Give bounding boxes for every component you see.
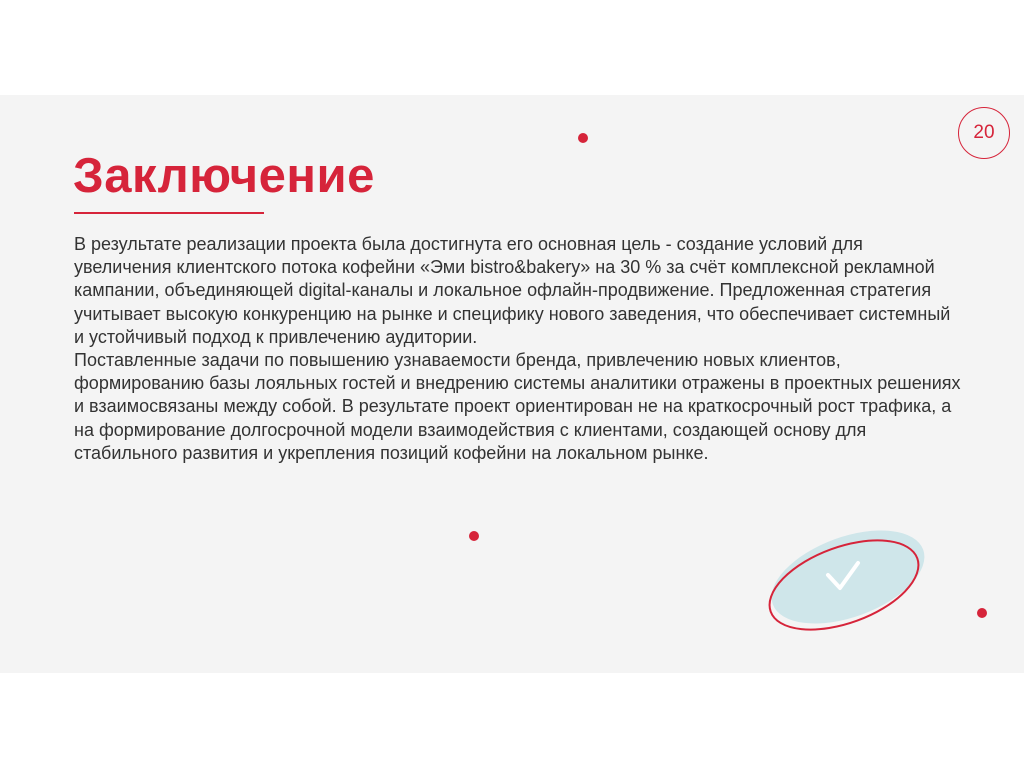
page-title: Заключение bbox=[73, 149, 375, 203]
page-number: 20 bbox=[973, 122, 995, 143]
decorative-dot bbox=[469, 531, 479, 541]
title-underline bbox=[74, 212, 264, 214]
decorative-dot bbox=[977, 608, 987, 618]
paragraph: В результате реализации проекта была достигнута его основная цель - создание условий для увеличения клиентского потока кофейни «Эми bistro&bakery» на 30 % за счёт комплексной рекламной кампании, объединяющей digital-каналы и локальное офлайн-продвижение. Предложенная стратегия учитывает высокую конкуренцию на рынке и специфику нового заведения, что обеспечивает системный и устойчивый подход к привлечению аудитории. bbox=[74, 234, 951, 347]
conclusion-text bbox=[74, 233, 964, 465]
paragraph: Поставленные задачи по повышению узнаваемости бренда, привлечению новых клиентов, формированию базы лояльных гостей и внедрению системы аналитики отражены в проектных решениях и взаимосвязаны между собой. В результате проект ориентирован не на краткосрочный рост трафика, а на формирование долгосрочной модели взаимодействия с клиентами, создающей основу для стабильного развития и укрепления позиций кофейни на локальном рынке. bbox=[74, 350, 961, 463]
page-number-badge bbox=[958, 107, 1010, 159]
decorative-dot bbox=[578, 133, 588, 143]
checkmark-icon bbox=[760, 525, 930, 640]
